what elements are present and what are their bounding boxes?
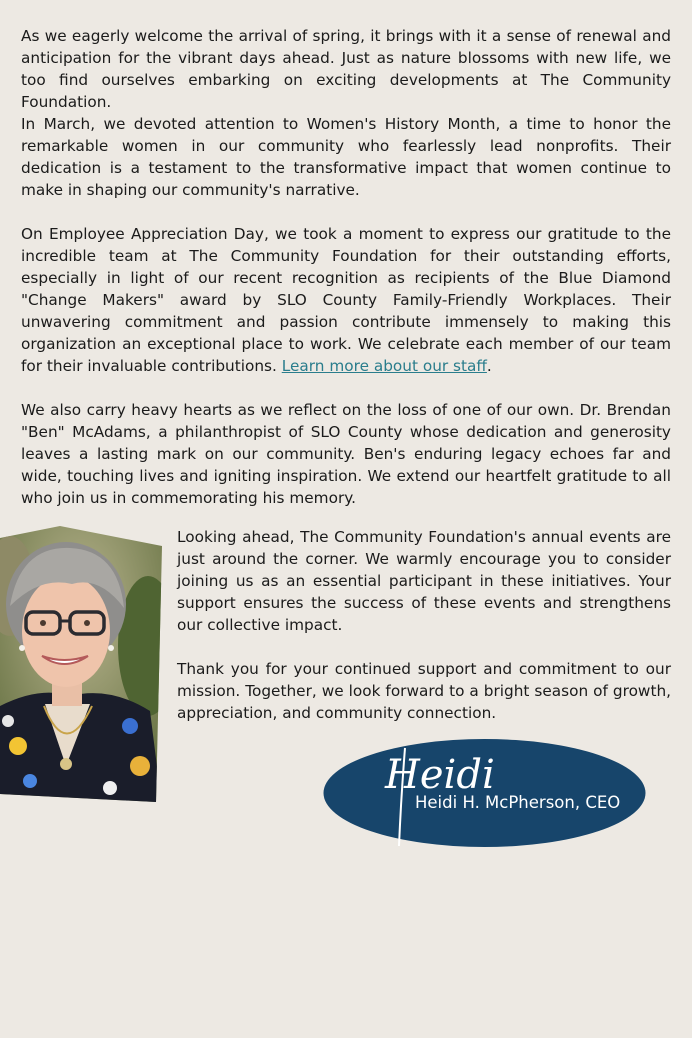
upcoming-events-paragraph: Looking ahead, The Community Foundation's annual events are just around the corner. We warmly encourage you to consider joining us as an essential participant in these initiatives. Your support ensures the success of these events and strengthens our collective impact.: [177, 528, 671, 634]
ceo-name-title: Heidi H. McPherson, CEO: [415, 793, 621, 812]
handwritten-signature: Heidi: [385, 752, 495, 798]
employee-appreciation-text: On Employee Appreciation Day, we took a moment to express our gratitude to the incredible team at The Community Foundation for their outstanding efforts, especially in light of our recent recognition as recipients of the Blue Diamond "Change Makers" award by SLO County Family-Friendly Workplaces. Their unwavering commitment and passion contribute immensely to making this organization an exceptional place to work. We celebrate each member of our team for their invaluable contributions.: [21, 225, 671, 375]
memorial-paragraph: We also carry heavy hearts as we reflect on the loss of one of our own. Dr. Brendan "Ben" McAdams, a philanthropist of SLO County whose dedication and generosity leaves a lasting mark on our community. Ben's enduring legacy echoes far and wide, touching lives and igniting inspiration. We extend our heartfelt gratitude to all who join us in commemorating his memory.: [21, 401, 671, 507]
learn-more-staff-link[interactable]: Learn more about our staff: [281, 357, 487, 375]
employee-appreciation-paragraph: [21, 223, 671, 377]
period: .: [486, 357, 492, 375]
ceo-portrait-photo: [0, 526, 162, 806]
womens-history-paragraph: In March, we devoted attention to Women's History Month, a time to honor the remarkable women in our community who fearlessly lead nonprofits. Their dedication is a testament to the transformative impact that women continue to make in shaping our community's narrative.: [21, 115, 671, 199]
intro-paragraph: As we eagerly welcome the arrival of spring, it brings with it a sense of renewal and anticipation for the vibrant days ahead. Just as nature blossoms with new life, we too find ourselves embarking on exciting developments at The Community Foundation.: [21, 27, 671, 111]
thank-you-paragraph: Thank you for your continued support and commitment to our mission. Together, we look forward to a bright season of growth, appreciation, and community connection.: [177, 660, 671, 722]
